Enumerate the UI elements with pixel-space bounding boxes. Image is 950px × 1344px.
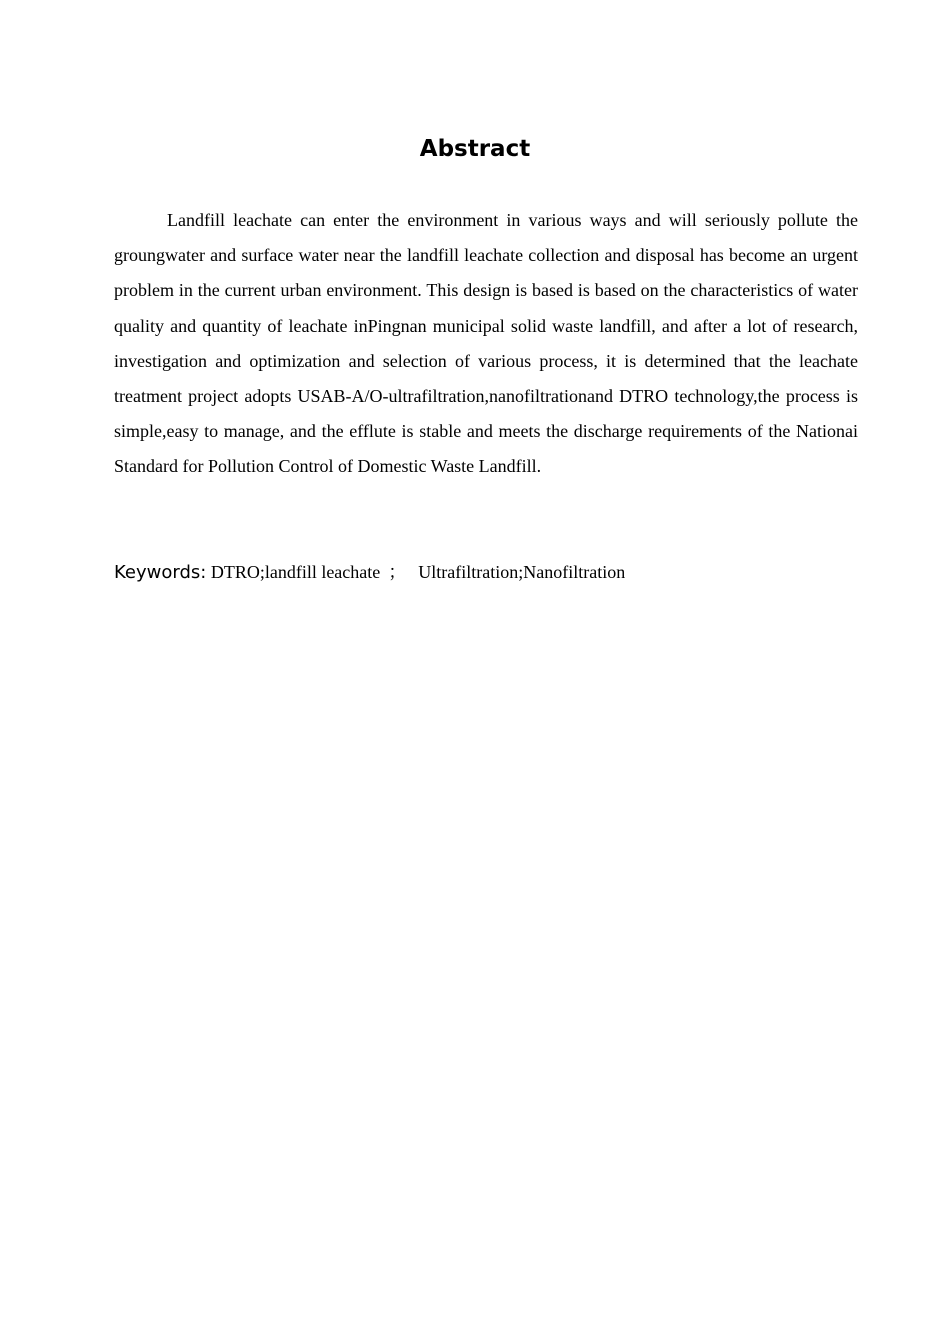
abstract-title: Abstract: [419, 136, 531, 162]
keywords-part-1: DTRO;landfill leachate: [210, 562, 381, 582]
abstract-body: Landfill leachate can enter the environment in various ways and will seriously pollute the groungwater and surface water near the landfill leachate collection and disposal has become an urgent problem in the current urban environment. This design is based is based on the characteristics of water quality and quantity of leachate inPingnan municipal solid waste landfill, and after a lot of research, investigation and optimization and selection of various process, it is determined that the leachate treatment project adopts USAB-A/O-ultrafiltration,nanofiltrationand DTRO technology,the process is simple,easy to manage, and the efflute is stable and meets the discharge requirements of the Nationai Standard for Pollution Control of Domestic Waste Landfill.: [114, 210, 858, 477]
keywords-part-2: Ultrafiltration;Nanofiltration: [418, 562, 626, 582]
keywords-line: [114, 555, 858, 590]
keywords-separator: ；: [388, 562, 407, 582]
keywords-label: Keywords:: [114, 562, 207, 583]
